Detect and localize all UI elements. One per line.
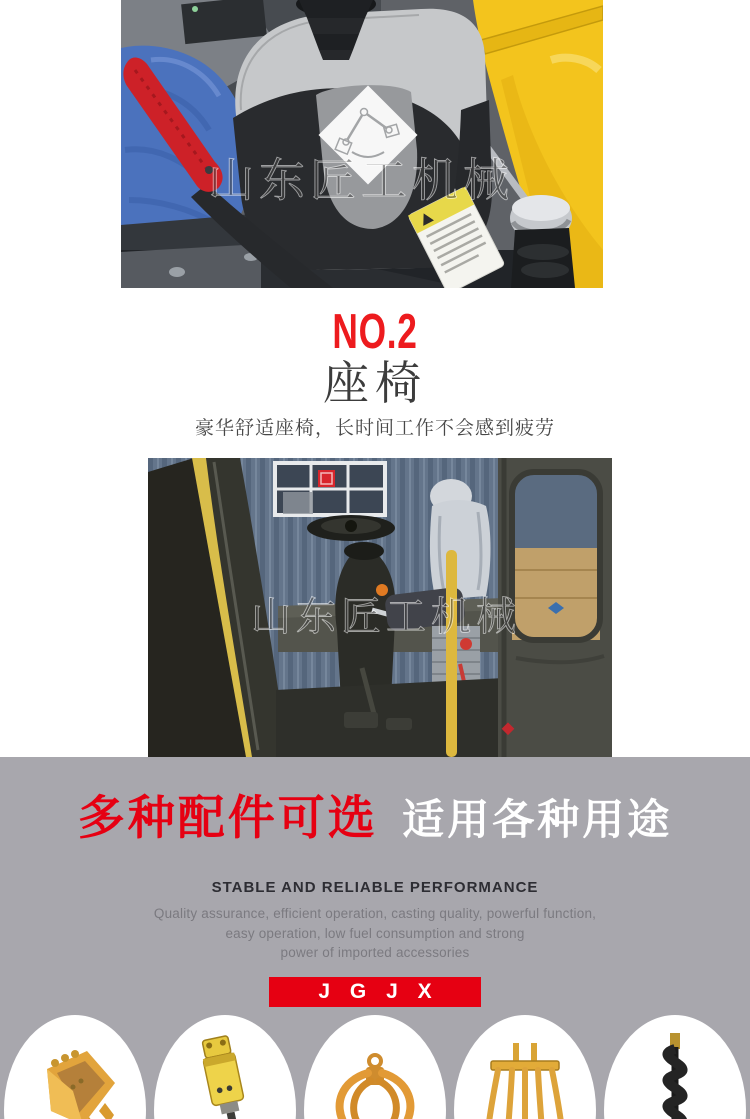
accessories-title-red: 多种配件可选: [77, 791, 378, 844]
section-number-badge: NO.2: [332, 305, 418, 359]
accessory-excavator-bucket: [4, 1015, 146, 1119]
log-grapple-icon: [325, 1031, 425, 1119]
ripper-rake-icon: [475, 1031, 575, 1119]
accessory-earth-auger: [604, 1015, 746, 1119]
yellow-grab-rail: [446, 550, 457, 757]
excavator-bucket-icon: [25, 1031, 125, 1119]
description-line: power of imported accessories: [280, 945, 470, 961]
accessories-section: [0, 757, 750, 1119]
description-line: easy operation, low fuel consumption and strong: [225, 925, 525, 941]
accessory-log-grapple: [304, 1015, 446, 1119]
cab-interior-photo: [148, 458, 612, 757]
performance-heading: STABLE AND RELIABLE PERFORMANCE: [211, 879, 539, 896]
section-subtitle: 豪华舒适座椅，长时间工作不会感到疲劳: [194, 418, 555, 439]
accessory-ripper-rake: [454, 1015, 596, 1119]
section-title: 座椅: [323, 357, 427, 409]
accessories-title-white: 适用各种用途: [402, 796, 673, 843]
hydraulic-breaker-icon: [175, 1031, 275, 1119]
description-line: Quality assurance, efficient operation, casting quality, powerful function,: [153, 906, 597, 921]
brand-badge: J G J X: [269, 977, 481, 1007]
factory-window: [275, 463, 385, 515]
earth-auger-icon: [625, 1031, 725, 1119]
watermark-text: 山东匠工机械: [251, 595, 521, 639]
accessories-headline: [0, 781, 750, 848]
watermark-text: 山东匠工机械: [208, 154, 514, 206]
accessory-hydraulic-breaker: [154, 1015, 296, 1119]
cab-interior-illustration: [148, 458, 612, 757]
joystick-console-illustration: [121, 0, 603, 288]
joystick-console-photo: [121, 0, 603, 288]
performance-description: [0, 904, 750, 963]
